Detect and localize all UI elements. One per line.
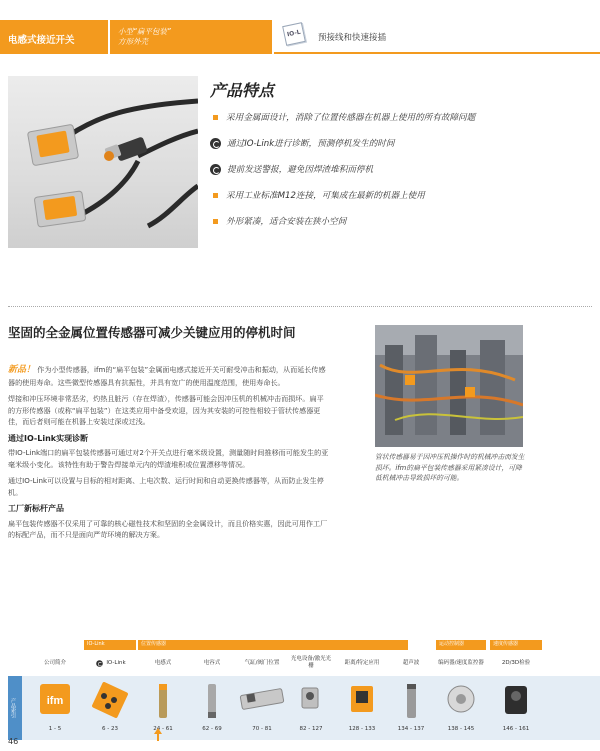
inductive-sensor-icon	[153, 682, 173, 722]
application-photo	[375, 325, 523, 447]
nav-tag-rule	[138, 649, 408, 650]
nav-page-range: 146 - 161	[502, 726, 530, 732]
feature-text: 采用金属面设计，消除了位置传感器在机器上使用的所有故障问题	[226, 113, 476, 123]
article-paragraph	[8, 364, 330, 388]
article-body	[8, 364, 330, 546]
io-link-icon	[210, 138, 221, 149]
nav-category-vision[interactable]: 2D/3D检验	[501, 659, 531, 666]
nav-cell-ultrasonic[interactable]	[388, 676, 434, 740]
square-bullet-icon	[213, 115, 218, 120]
page-number: 46	[8, 737, 19, 746]
nav-page-range: 82 - 127	[299, 726, 323, 732]
nav-tag-speed-sensors: 速度传感器	[490, 640, 542, 649]
section-divider	[8, 306, 592, 307]
ifm-logo-icon	[38, 682, 72, 716]
article-paragraph: 扁平包装传感器不仅采用了可靠的核心磁性技术和坚固的全金属设计，而且价格实惠，因此可用作工厂的标配产品，而不只是面向严苛环境的解决方案。	[8, 518, 328, 539]
feature-text: 通过IO-Link进行诊断，预测停机发生的时间	[227, 139, 395, 149]
article-paragraph: 通过IO-Link可以设置与目标的相对距离、上电次数、运行时间和自动更换传感器等，从而防止发生停机。	[8, 476, 324, 497]
nav-category-inductive[interactable]: 电感式	[154, 659, 172, 666]
nav-cell-cylinder[interactable]	[236, 676, 288, 740]
nav-category-photoelectric[interactable]: 光电设备/激光光栅	[290, 656, 332, 669]
nav-cell-capacitive[interactable]	[188, 676, 236, 740]
nav-category-distance[interactable]: 距离/特定应用	[344, 659, 380, 666]
page-header	[0, 0, 600, 58]
feature-text: 外形紧凑，适合安装在狭小空间	[226, 217, 347, 227]
nav-tag-rule	[436, 649, 486, 650]
ultrasonic-sensor-icon	[401, 682, 421, 722]
nav-page-range: 1 - 5	[48, 726, 62, 732]
nav-cell-photoelectric[interactable]	[290, 676, 332, 740]
connector-icon: IO-L	[282, 22, 306, 46]
nav-category-cylinder[interactable]: 气缸/阀门位置	[244, 659, 280, 666]
features-title: 产品特点	[210, 81, 275, 100]
photo-caption: 管状传感器易于因冲压机操作时的机械冲击而发生损坏。ifm的扁平包装传感器采用紧凑设计，可降低机械冲击导致损坏的可能。	[375, 453, 525, 482]
cylinder-sensor-icon	[239, 682, 285, 718]
nav-category-io-link[interactable]	[84, 652, 136, 674]
nav-category-encoder[interactable]: 编码器/速度监控器	[438, 659, 484, 666]
nav-page-range: 24 - 61	[153, 726, 173, 732]
product-index-nav	[0, 640, 600, 740]
feature-text: 采用工业标准M12连接，可集成在最新的机器上使用	[226, 191, 425, 201]
capacitive-sensor-icon	[202, 682, 222, 722]
nav-page-range: 128 - 133	[348, 726, 376, 732]
vision-sensor-icon	[501, 682, 531, 718]
article-subheading: 工厂新标杆产品	[8, 504, 64, 513]
article-paragraph: 焊接和冲压环境非常恶劣，灼热且脏污（存在焊渣），传感器可能会因冲压机的机械冲击而损坏。扁平的方形传感器（或称“扁平包装”）在这类应用中备受欢迎，因为其安装的可控性相较于管状传感器更佳，而后者则可能在机器上安装过深或过浅。	[8, 394, 324, 426]
features-list	[210, 104, 475, 234]
nav-page-range: 134 - 137	[397, 726, 425, 732]
new-label: 新品！	[8, 365, 36, 375]
nav-tag-rule	[84, 649, 136, 650]
nav-side-tab	[8, 676, 22, 740]
article-paragraph: 带IO-Link端口的扁平包装传感器可通过对2个开关点进行毫米级设置，测量随时间推移而可能发生的亚毫米级小变化。该特性有助于警告焊接单元内的焊渣堆积或位置漂移等情况。	[8, 448, 329, 469]
io-module-icon	[90, 682, 130, 718]
product-photo	[8, 76, 198, 248]
current-section-arrow-stem	[157, 733, 159, 741]
section-subtitle-line-2: 方形外壳	[118, 37, 148, 46]
io-link-icon	[97, 660, 104, 667]
feature-item	[210, 130, 475, 156]
feature-item	[210, 104, 475, 130]
encoder-icon	[444, 682, 478, 718]
nav-category-capacitive[interactable]: 电容式	[203, 659, 221, 666]
nav-cell-inductive[interactable]	[138, 676, 188, 740]
feature-item	[210, 208, 475, 234]
nav-page-range: 62 - 69	[202, 726, 222, 732]
feature-item	[210, 156, 475, 182]
feature-text: 提前发送警报，避免因焊渣堆积而停机	[227, 165, 374, 175]
nav-cell-distance[interactable]	[336, 676, 388, 740]
section-subtitle	[110, 20, 272, 54]
io-link-icon	[210, 164, 221, 175]
nav-page-range: 6 - 23	[102, 726, 118, 732]
section-title: 电感式接近开关	[0, 20, 108, 54]
feature-item	[210, 182, 475, 208]
photoelectric-sensor-icon	[296, 682, 326, 718]
distance-sensor-icon	[347, 682, 377, 718]
nav-tag-position-sensors: 位置传感器	[138, 640, 408, 649]
nav-category-ultrasonic[interactable]: 超声波	[402, 659, 420, 666]
nav-cell-encoder[interactable]	[436, 676, 486, 740]
nav-cell-company[interactable]	[30, 676, 80, 740]
nav-page-range: 70 - 81	[252, 726, 272, 732]
square-bullet-icon	[213, 219, 218, 224]
article-subheading: 通过IO-Link实现诊断	[8, 433, 89, 443]
nav-side-label: 产品索引	[10, 698, 16, 718]
nav-cell-vision[interactable]	[490, 676, 542, 740]
square-bullet-icon	[213, 193, 218, 198]
nav-tag-io-link: IO-Link	[84, 640, 136, 649]
svg-text:ifm: ifm	[46, 695, 64, 707]
header-rule	[274, 52, 600, 54]
article-title: 坚固的全金属位置传感器可减少关键应用的停机时间	[8, 325, 296, 340]
nav-page-range: 138 - 145	[447, 726, 475, 732]
nav-tag-rule	[490, 649, 542, 650]
connector-label: 预接线和快速接插	[318, 33, 387, 43]
nav-tag-motion-control: 运动控制器	[436, 640, 486, 649]
article-intro: 作为小型传感器，ifm的“扁平包装”金属面电感式接近开关可耐受冲击和振动，从而延长传感器的使用寿命。这些微型传感器具有抗振性，并具有宽广的使用温度范围，使用寿命长。	[8, 365, 326, 387]
nav-categories	[0, 652, 600, 674]
section-subtitle-line-1: 小型“扁平包装”	[118, 27, 171, 36]
nav-category-company[interactable]: 公司简介	[43, 659, 66, 666]
nav-cell-io-link[interactable]	[84, 676, 136, 740]
nav-category-label: IO-Link	[106, 659, 126, 666]
